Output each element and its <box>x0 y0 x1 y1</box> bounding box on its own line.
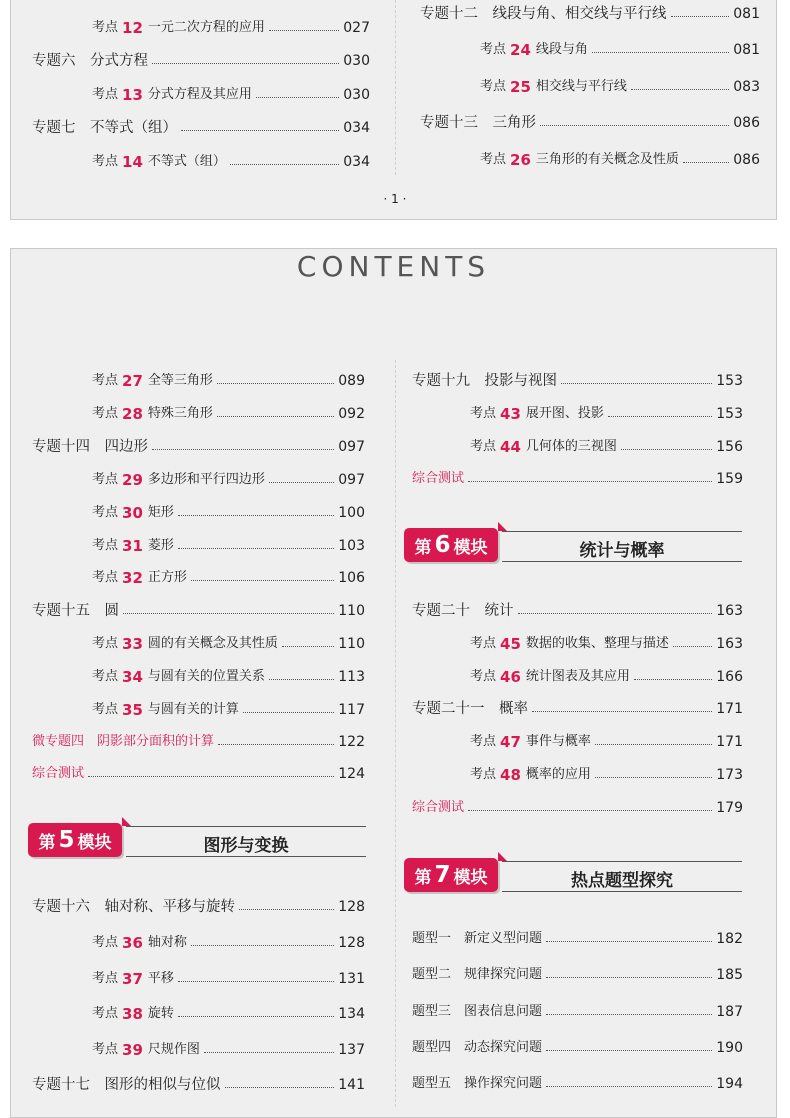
entry-label: 考点 <box>92 154 119 169</box>
page-number: 179 <box>716 800 743 816</box>
entry-number: 25 <box>510 78 531 96</box>
entry-title: 平移 <box>147 971 174 986</box>
entry-label: 考点 <box>470 439 497 454</box>
entry-title: 题型二 规律探究问题 <box>412 967 543 982</box>
page-number: 097 <box>338 472 365 488</box>
column-divider <box>395 0 396 175</box>
toc-entry[interactable] <box>470 764 743 786</box>
module-6-title: 统计与概率 <box>579 541 665 561</box>
module-5-title: 图形与变换 <box>203 836 289 856</box>
module-5-number: 5 <box>58 827 75 853</box>
entry-number: 43 <box>500 405 521 423</box>
toc-entry[interactable] <box>480 149 760 171</box>
dot-leader <box>181 130 339 131</box>
page-number: 083 <box>733 79 760 95</box>
entry-title: 题型一 新定义型问题 <box>412 931 543 946</box>
module-6-badge-tail <box>498 522 507 531</box>
column-divider <box>395 360 396 1107</box>
page-number: 089 <box>338 373 365 389</box>
entry-title: 展开图、投影 <box>525 406 604 421</box>
dot-leader <box>269 679 334 680</box>
page-number: 103 <box>338 538 365 554</box>
entry-title: 与圆有关的位置关系 <box>147 669 265 684</box>
entry-title: 一元二次方程的应用 <box>147 20 265 35</box>
dot-leader <box>123 613 334 614</box>
toc-entry[interactable] <box>412 468 743 490</box>
dot-leader <box>152 449 334 450</box>
entry-label: 考点 <box>92 406 119 421</box>
entry-title: 专题二十 统计 <box>412 603 514 619</box>
entry-title: 几何体的三视图 <box>525 439 617 454</box>
page-number: 194 <box>716 1076 743 1092</box>
entry-label: 考点 <box>92 971 119 986</box>
entry-number: 12 <box>122 19 143 37</box>
dot-leader <box>243 712 334 713</box>
entry-number: 46 <box>500 668 521 686</box>
entry-number: 39 <box>122 1041 143 1059</box>
toc-entry[interactable] <box>412 964 743 986</box>
toc-entry[interactable] <box>470 403 743 425</box>
entry-title: 综合测试 <box>412 800 465 815</box>
toc-entry[interactable] <box>420 112 760 134</box>
page-number: 131 <box>338 971 365 987</box>
dot-leader <box>608 416 712 417</box>
module-5-rule <box>126 856 366 857</box>
entry-label: 考点 <box>92 538 119 553</box>
toc-entry[interactable] <box>412 600 743 622</box>
dot-leader <box>631 89 729 90</box>
module-5-badge-tail <box>122 817 131 826</box>
page-number: 185 <box>716 967 743 983</box>
page-number: 166 <box>716 669 743 685</box>
dot-leader <box>218 744 334 745</box>
toc-entry[interactable] <box>32 436 365 458</box>
entry-title: 事件与概率 <box>525 734 591 749</box>
module-7-badge-tail <box>498 852 507 861</box>
module-6-rule <box>502 531 742 532</box>
dot-leader <box>546 1014 712 1015</box>
toc-entry[interactable] <box>92 151 370 173</box>
page-number: 097 <box>338 439 365 455</box>
entry-title: 线段与角 <box>535 42 588 57</box>
entry-number: 24 <box>510 41 531 59</box>
toc-entry[interactable] <box>92 17 370 39</box>
entry-label: 考点 <box>92 373 119 388</box>
entry-title: 专题十九 投影与视图 <box>412 373 557 389</box>
entry-label: 考点 <box>92 20 119 35</box>
entry-title: 圆的有关概念及其性质 <box>147 636 278 651</box>
dot-leader <box>595 777 712 778</box>
dot-leader <box>546 977 712 978</box>
entry-title: 相交线与平行线 <box>535 79 627 94</box>
toc-entry[interactable] <box>92 633 365 655</box>
toc-entry[interactable] <box>412 370 743 392</box>
toc-entry[interactable] <box>32 600 365 622</box>
toc-entry[interactable] <box>92 699 365 721</box>
entry-label: 考点 <box>92 1006 119 1021</box>
dot-leader <box>282 646 334 647</box>
entry-number: 26 <box>510 151 531 169</box>
entry-title: 专题十二 线段与角、相交线与平行线 <box>420 6 667 22</box>
entry-number: 37 <box>122 970 143 988</box>
entry-label: 考点 <box>470 734 497 749</box>
toc-entry[interactable] <box>412 1001 743 1023</box>
module-6-badge <box>404 528 498 562</box>
toc-entry[interactable] <box>470 633 743 655</box>
entry-number: 35 <box>122 701 143 719</box>
page-number: 163 <box>716 603 743 619</box>
entry-title: 题型五 操作探究问题 <box>412 1076 543 1091</box>
entry-number: 33 <box>122 635 143 653</box>
entry-title: 与圆有关的计算 <box>147 702 239 717</box>
module-7-badge <box>404 858 498 892</box>
entry-number: 44 <box>500 438 521 456</box>
entry-number: 36 <box>122 934 143 952</box>
module-7-rule <box>502 861 742 862</box>
toc-entry[interactable] <box>92 1039 365 1061</box>
page-number: 034 <box>343 154 370 170</box>
toc-entry[interactable] <box>92 403 365 425</box>
page-number: · 1 · <box>383 192 407 206</box>
toc-entry[interactable] <box>32 117 370 139</box>
dot-leader <box>178 515 334 516</box>
entry-title: 三角形的有关概念及性质 <box>535 152 679 167</box>
entry-title: 专题六 分式方程 <box>32 53 148 69</box>
dot-leader <box>561 383 712 384</box>
page-number: 106 <box>338 570 365 586</box>
page-number: 124 <box>338 766 365 782</box>
entry-number: 34 <box>122 668 143 686</box>
page-number: 086 <box>733 152 760 168</box>
entry-label: 考点 <box>470 636 497 651</box>
page-number: 171 <box>716 701 743 717</box>
page-number: 030 <box>343 53 370 69</box>
dot-leader <box>671 16 730 17</box>
entry-title: 统计图表及其应用 <box>525 669 630 684</box>
toc-entry[interactable] <box>412 698 743 720</box>
toc-entry[interactable] <box>32 50 370 72</box>
entry-title: 尺规作图 <box>147 1042 200 1057</box>
entry-title: 旋转 <box>147 1006 174 1021</box>
entry-number: 31 <box>122 537 143 555</box>
dot-leader <box>468 481 712 482</box>
page-number: 110 <box>338 603 365 619</box>
module-7-title: 热点题型探究 <box>571 871 673 891</box>
page-number: 034 <box>343 120 370 136</box>
entry-number: 27 <box>122 372 143 390</box>
module-7-rule <box>502 891 742 892</box>
entry-title: 全等三角形 <box>147 373 213 388</box>
entry-title: 特殊三角形 <box>147 406 213 421</box>
entry-label: 考点 <box>92 702 119 717</box>
page-number: 156 <box>716 439 743 455</box>
page-number: 081 <box>733 42 760 58</box>
entry-label: 考点 <box>92 636 119 651</box>
module-7-pre: 第 <box>414 867 432 888</box>
page-number: 092 <box>338 406 365 422</box>
page-number: 030 <box>343 87 370 103</box>
entry-label: 考点 <box>480 42 507 57</box>
page-number: 137 <box>338 1042 365 1058</box>
dot-leader <box>269 30 339 31</box>
entry-title: 专题十四 四边形 <box>32 439 148 455</box>
toc-entry[interactable] <box>420 3 760 25</box>
dot-leader <box>546 1086 712 1087</box>
dot-leader <box>225 1087 335 1088</box>
entry-title: 专题二十一 概率 <box>412 701 528 717</box>
page-number: 153 <box>716 373 743 389</box>
page-number: 159 <box>716 471 743 487</box>
toc-entry[interactable] <box>92 567 365 589</box>
toc-entry[interactable] <box>412 797 743 819</box>
page-number: 190 <box>716 1040 743 1056</box>
dot-leader <box>204 1052 334 1053</box>
entry-number: 48 <box>500 766 521 784</box>
dot-leader <box>546 1050 712 1051</box>
toc-entry[interactable] <box>470 666 743 688</box>
page-number: 100 <box>338 505 365 521</box>
module-5-pre: 第 <box>38 832 56 853</box>
page-number: 163 <box>716 636 743 652</box>
page-number: 081 <box>733 6 760 22</box>
entry-number: 13 <box>122 86 143 104</box>
toc-entry[interactable] <box>480 39 760 61</box>
entry-number: 47 <box>500 733 521 751</box>
entry-number: 38 <box>122 1005 143 1023</box>
toc-entry[interactable] <box>32 763 365 785</box>
entry-label: 考点 <box>92 87 119 102</box>
toc-entry[interactable] <box>412 1073 743 1095</box>
page-number: 171 <box>716 734 743 750</box>
dot-leader <box>673 646 712 647</box>
page-number: 141 <box>338 1077 365 1093</box>
dot-leader <box>532 711 712 712</box>
entry-number: 30 <box>122 504 143 522</box>
toc-entry[interactable] <box>92 1003 365 1025</box>
entry-title: 综合测试 <box>32 766 85 781</box>
entry-title: 轴对称 <box>147 935 187 950</box>
entry-title: 综合测试 <box>412 471 465 486</box>
toc-entry[interactable] <box>92 469 365 491</box>
toc-entry[interactable] <box>92 535 365 557</box>
dot-leader <box>256 97 339 98</box>
dot-leader <box>518 613 713 614</box>
page-number: 086 <box>733 115 760 131</box>
entry-title: 专题十五 圆 <box>32 603 119 619</box>
module-6-number: 6 <box>434 532 451 558</box>
toc-entry[interactable] <box>32 896 365 918</box>
page-number: 117 <box>338 702 365 718</box>
dot-leader <box>178 548 334 549</box>
module-5-rule <box>126 826 366 827</box>
page-number: 187 <box>716 1004 743 1020</box>
dot-leader <box>683 162 729 163</box>
entry-title: 专题十七 图形的相似与位似 <box>32 1077 221 1093</box>
dot-leader <box>230 164 339 165</box>
entry-title: 不等式（组） <box>147 154 226 169</box>
entry-title: 专题十三 三角形 <box>420 115 536 131</box>
contents-heading: CONTENTS <box>296 250 491 283</box>
toc-entry[interactable] <box>470 731 743 753</box>
page-number: 173 <box>716 767 743 783</box>
toc-entry[interactable] <box>92 666 365 688</box>
page-number: 113 <box>338 669 365 685</box>
entry-title: 矩形 <box>147 505 174 520</box>
toc-entry[interactable] <box>92 968 365 990</box>
toc-entry[interactable] <box>32 1074 365 1096</box>
entry-label: 考点 <box>470 406 497 421</box>
page-number: 153 <box>716 406 743 422</box>
dot-leader <box>546 941 712 942</box>
entry-number: 29 <box>122 471 143 489</box>
module-6-rule <box>502 561 742 562</box>
toc-entry[interactable] <box>92 502 365 524</box>
module-6-post: 模块 <box>453 537 488 558</box>
dot-leader <box>217 416 334 417</box>
page-number: 128 <box>338 899 365 915</box>
dot-leader <box>191 580 334 581</box>
entry-label: 考点 <box>92 570 119 585</box>
page-number: 110 <box>338 636 365 652</box>
entry-title: 多边形和平行四边形 <box>147 472 265 487</box>
entry-number: 28 <box>122 405 143 423</box>
entry-label: 考点 <box>92 472 119 487</box>
dot-leader <box>540 125 729 126</box>
entry-title: 微专题四 阴影部分面积的计算 <box>32 734 215 749</box>
dot-leader <box>239 909 334 910</box>
dot-leader <box>595 744 712 745</box>
page-number: 182 <box>716 931 743 947</box>
module-6-pre: 第 <box>414 537 432 558</box>
entry-title: 概率的应用 <box>525 767 591 782</box>
entry-title: 数据的收集、整理与描述 <box>525 636 669 651</box>
entry-title: 题型三 图表信息问题 <box>412 1004 543 1019</box>
page-number: 122 <box>338 734 365 750</box>
entry-number: 32 <box>122 569 143 587</box>
entry-title: 专题七 不等式（组） <box>32 120 177 136</box>
entry-title: 专题十六 轴对称、平移与旋转 <box>32 899 235 915</box>
entry-label: 考点 <box>92 935 119 950</box>
module-5-badge <box>28 823 122 857</box>
page-number: 134 <box>338 1006 365 1022</box>
dot-leader <box>178 1016 334 1017</box>
entry-label: 考点 <box>92 1042 119 1057</box>
page-number: 128 <box>338 935 365 951</box>
dot-leader <box>152 63 339 64</box>
entry-label: 考点 <box>92 505 119 520</box>
page-number: 027 <box>343 20 370 36</box>
dot-leader <box>592 52 729 53</box>
entry-title: 题型四 动态探究问题 <box>412 1040 543 1055</box>
dot-leader <box>634 679 712 680</box>
entry-label: 考点 <box>470 669 497 684</box>
entry-title: 菱形 <box>147 538 174 553</box>
toc-entry[interactable] <box>92 370 365 392</box>
toc-entry[interactable] <box>412 1037 743 1059</box>
toc-entry[interactable] <box>92 84 370 106</box>
dot-leader <box>88 776 334 777</box>
toc-entry[interactable] <box>412 928 743 950</box>
dot-leader <box>217 383 334 384</box>
dot-leader <box>191 945 334 946</box>
module-7-number: 7 <box>434 862 451 888</box>
toc-entry[interactable] <box>32 731 365 753</box>
dot-leader <box>178 981 334 982</box>
entry-label: 考点 <box>470 767 497 782</box>
entry-title: 正方形 <box>147 570 187 585</box>
entry-title: 分式方程及其应用 <box>147 87 252 102</box>
toc-entry[interactable] <box>470 436 743 458</box>
entry-label: 考点 <box>92 669 119 684</box>
entry-label: 考点 <box>480 79 507 94</box>
toc-entry[interactable] <box>480 76 760 98</box>
dot-leader <box>621 449 712 450</box>
entry-number: 14 <box>122 153 143 171</box>
entry-label: 考点 <box>480 152 507 167</box>
dot-leader <box>269 482 334 483</box>
toc-entry[interactable] <box>92 932 365 954</box>
dot-leader <box>468 810 712 811</box>
module-7-post: 模块 <box>453 867 488 888</box>
module-5-post: 模块 <box>77 832 112 853</box>
entry-number: 45 <box>500 635 521 653</box>
